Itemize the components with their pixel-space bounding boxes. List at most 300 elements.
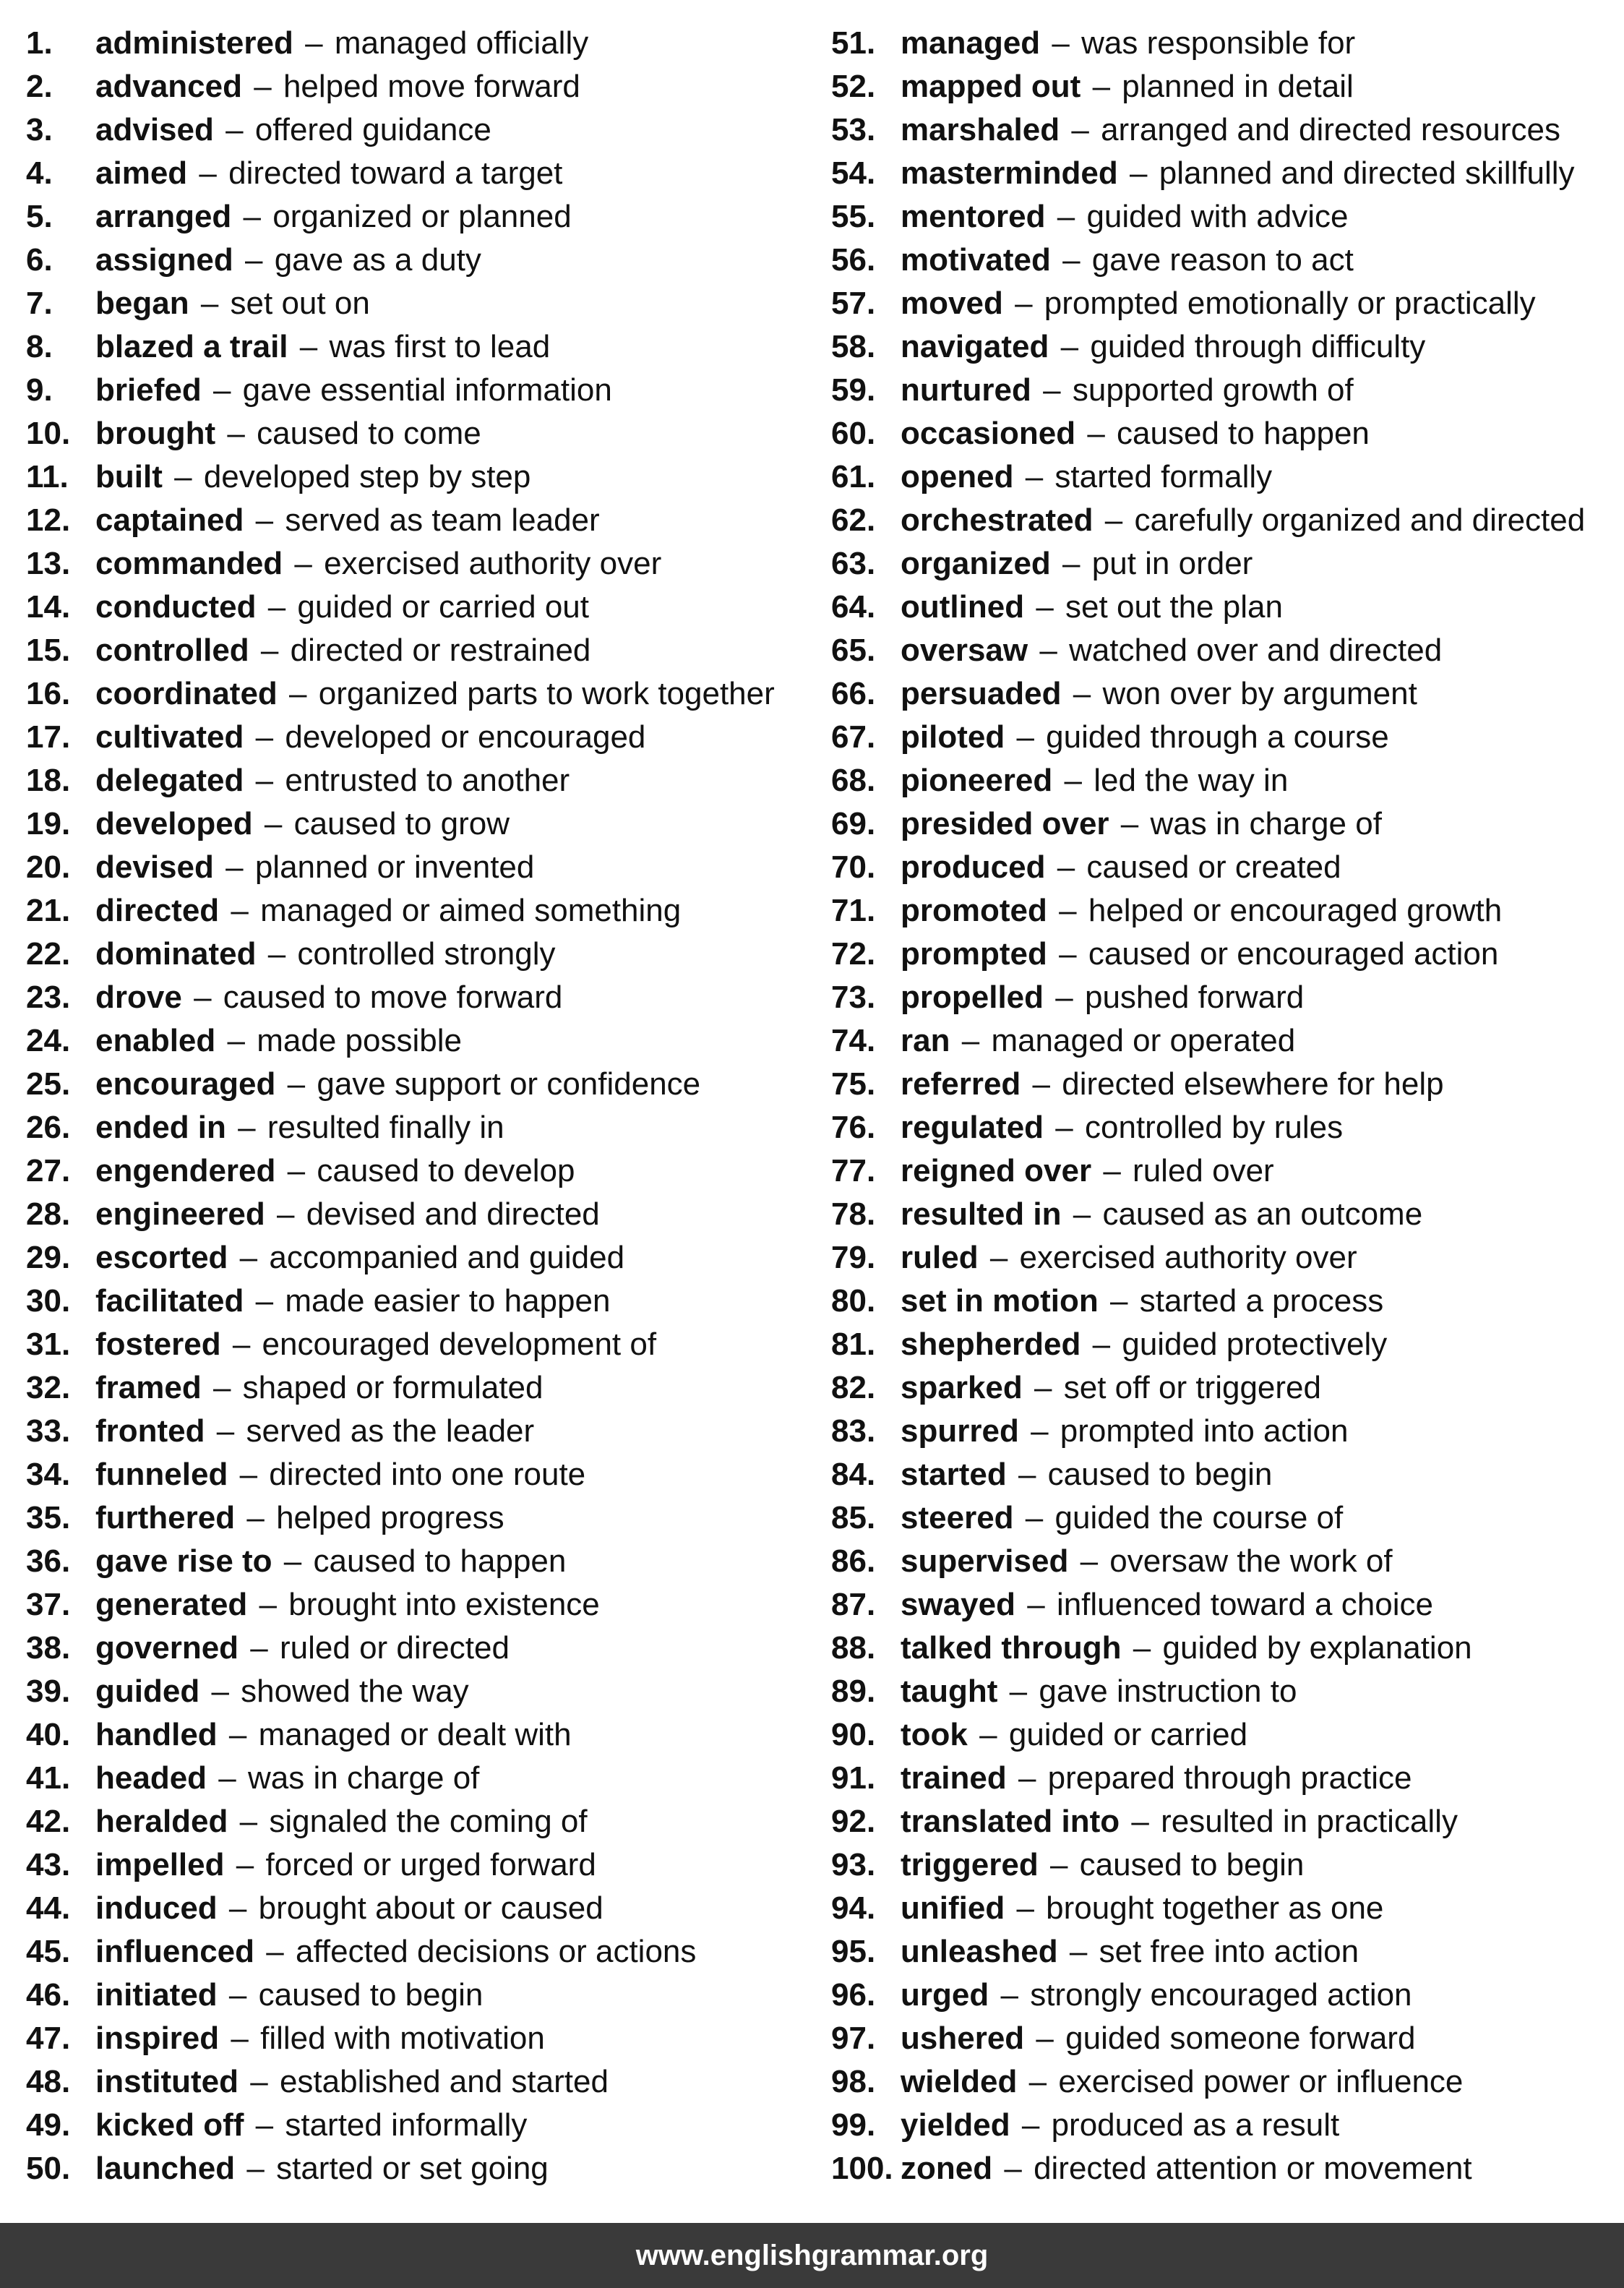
entry-term: nurtured [901, 372, 1031, 408]
entry-number: 89. [831, 1674, 876, 1709]
entry-definition: organized parts to work together [318, 676, 775, 711]
entry-term: inspired [95, 2021, 220, 2056]
entry-number: 90. [831, 1717, 876, 1752]
entry-separator: – [246, 2151, 265, 2186]
entry-definition: caused to begin [258, 1977, 484, 2013]
entry-separator: – [287, 1153, 306, 1188]
entry-separator: – [1004, 2151, 1022, 2186]
entry-number: 80. [831, 1283, 876, 1319]
list-item [26, 152, 814, 195]
list-item [26, 586, 814, 629]
entry-definition: showed the way [241, 1674, 469, 1709]
entry-term: motivated [901, 242, 1051, 278]
entry-definition: planned or invented [254, 849, 535, 885]
list-item [26, 108, 814, 152]
entry-term: talked through [901, 1630, 1122, 1666]
entry-separator: – [1043, 372, 1061, 408]
entry-definition: was responsible for [1081, 25, 1356, 61]
entry-number: 45. [26, 1934, 71, 1969]
entry-term: taught [901, 1674, 998, 1709]
entry-number: 69. [831, 806, 876, 841]
list-item [831, 1713, 1619, 1757]
entry-definition: devised and directed [306, 1196, 600, 1232]
entry-number: 36. [26, 1543, 71, 1579]
list-item [26, 2017, 814, 2060]
entry-number: 19. [26, 806, 71, 841]
entry-number: 18. [26, 763, 71, 798]
entry-term: encouraged [95, 1066, 276, 1102]
entry-definition: was in charge of [248, 1760, 480, 1796]
entry-definition: arranged and directed resources [1101, 112, 1560, 147]
list-item [26, 1496, 814, 1540]
entry-separator: – [1130, 155, 1148, 191]
entry-number: 93. [831, 1847, 876, 1882]
word-list-left [26, 22, 814, 2190]
list-item [831, 1496, 1619, 1540]
entry-term: orchestrated [901, 502, 1094, 538]
entry-term: influenced [95, 1934, 255, 1969]
entry-term: regulated [901, 1110, 1044, 1145]
list-item [831, 2104, 1619, 2147]
entry-separator: – [1073, 676, 1091, 711]
entry-term: took [901, 1717, 968, 1752]
entry-term: assigned [95, 242, 233, 278]
list-item [26, 672, 814, 716]
list-item [26, 1193, 814, 1236]
entry-term: captained [95, 502, 244, 538]
entry-definition: filled with motivation [260, 2021, 545, 2056]
list-item [26, 325, 814, 369]
entry-number: 29. [26, 1240, 71, 1275]
entry-definition: guided through a course [1046, 719, 1389, 755]
list-item [26, 282, 814, 325]
entry-definition: exercised power or influence [1058, 2064, 1464, 2099]
entry-definition: developed step by step [203, 459, 531, 494]
entry-definition: set out the plan [1065, 589, 1283, 625]
entry-definition: helped or encouraged growth [1088, 893, 1503, 928]
entry-definition: supported growth of [1072, 372, 1354, 408]
entry-number: 95. [831, 1934, 876, 1969]
entry-separator: – [1062, 546, 1080, 581]
entry-separator: – [250, 1630, 268, 1666]
entry-term: shepherded [901, 1327, 1081, 1362]
list-item [831, 499, 1619, 542]
entry-separator: – [231, 2021, 249, 2056]
entry-term: guided [95, 1674, 200, 1709]
entry-term: sparked [901, 1370, 1023, 1405]
entry-term: outlined [901, 589, 1025, 625]
entry-separator: – [1069, 1934, 1088, 1969]
entry-separator: – [1036, 2021, 1054, 2056]
entry-term: began [95, 286, 189, 321]
list-item [831, 1323, 1619, 1366]
entry-definition: was in charge of [1150, 806, 1382, 841]
list-item [26, 1149, 814, 1193]
entry-term: reigned over [901, 1153, 1092, 1188]
entry-definition: guided or carried [1008, 1717, 1248, 1752]
entry-separator: – [243, 199, 262, 234]
entry-definition: exercised authority over [1019, 1240, 1357, 1275]
entry-separator: – [1059, 893, 1077, 928]
entry-separator: – [232, 1327, 251, 1362]
entry-definition: made possible [257, 1023, 462, 1058]
entry-definition: caused as an outcome [1102, 1196, 1423, 1232]
entry-definition: was first to lead [329, 329, 551, 364]
entry-term: delegated [95, 763, 244, 798]
list-item [831, 108, 1619, 152]
entry-separator: – [194, 980, 212, 1015]
word-list-right [831, 22, 1619, 2190]
entry-number: 4. [26, 155, 53, 191]
entry-definition: pushed forward [1084, 980, 1305, 1015]
entry-term: mapped out [901, 69, 1081, 104]
entry-separator: – [1016, 719, 1034, 755]
entry-separator: – [264, 806, 283, 841]
entry-definition: guided with advice [1086, 199, 1349, 234]
entry-definition: ruled over [1133, 1153, 1274, 1188]
entry-term: presided over [901, 806, 1109, 841]
entry-separator: – [250, 2064, 268, 2099]
entry-definition: controlled by rules [1085, 1110, 1344, 1145]
entry-definition: managed or dealt with [258, 1717, 572, 1752]
entry-term: furthered [95, 1500, 236, 1535]
entry-separator: – [255, 2107, 274, 2143]
entry-number: 14. [26, 589, 71, 625]
list-item [831, 716, 1619, 759]
entry-term: escorted [95, 1240, 228, 1275]
list-item [831, 1583, 1619, 1627]
entry-number: 100. [831, 2151, 893, 2186]
entry-term: wielded [901, 2064, 1018, 2099]
entry-separator: – [989, 1240, 1008, 1275]
entry-term: started [901, 1457, 1007, 1492]
entry-separator: – [1059, 936, 1077, 972]
entry-separator: – [1131, 1804, 1149, 1839]
entry-term: produced [901, 849, 1046, 885]
entry-separator: – [1018, 1760, 1036, 1796]
entry-definition: ruled or directed [280, 1630, 510, 1666]
entry-number: 2. [26, 69, 53, 104]
entry-separator: – [225, 849, 244, 885]
entry-term: triggered [901, 1847, 1039, 1882]
list-item [26, 1366, 814, 1410]
entry-separator: – [294, 546, 312, 581]
entry-number: 56. [831, 242, 876, 278]
entry-term: headed [95, 1760, 207, 1796]
entry-term: ruled [901, 1240, 979, 1275]
entry-number: 82. [831, 1370, 876, 1405]
list-item [831, 1106, 1619, 1149]
entry-definition: strongly encouraged action [1030, 1977, 1412, 2013]
entry-number: 5. [26, 199, 53, 234]
entry-separator: – [244, 242, 263, 278]
entry-definition: set off or triggered [1063, 1370, 1321, 1405]
entry-number: 35. [26, 1500, 71, 1535]
entry-definition: served as the leader [246, 1413, 535, 1449]
entry-number: 99. [831, 2107, 876, 2143]
entry-number: 72. [831, 936, 876, 972]
entry-definition: set free into action [1099, 1934, 1359, 1969]
entry-number: 13. [26, 546, 71, 581]
list-item [831, 1540, 1619, 1583]
entry-number: 65. [831, 633, 876, 668]
list-item [26, 2104, 814, 2147]
entry-definition: guided through difficulty [1090, 329, 1426, 364]
list-item [831, 586, 1619, 629]
entry-separator: – [305, 25, 323, 61]
entry-number: 50. [26, 2151, 71, 2186]
entry-term: swayed [901, 1587, 1015, 1622]
entry-term: governed [95, 1630, 239, 1666]
entry-term: brought [95, 416, 216, 451]
entry-number: 60. [831, 416, 876, 451]
entry-number: 68. [831, 763, 876, 798]
entry-number: 62. [831, 502, 876, 538]
list-item [26, 1583, 814, 1627]
entry-number: 49. [26, 2107, 71, 2143]
entry-term: oversaw [901, 633, 1028, 668]
entry-term: blazed a trail [95, 329, 288, 364]
list-item [26, 369, 814, 412]
entry-term: administered [95, 25, 293, 61]
entry-separator: – [267, 936, 286, 972]
entry-term: facilitated [95, 1283, 244, 1319]
entry-number: 17. [26, 719, 71, 755]
entry-separator: – [1120, 806, 1139, 841]
entry-term: dominated [95, 936, 257, 972]
entry-definition: helped move forward [283, 69, 580, 104]
list-item [831, 369, 1619, 412]
entry-number: 98. [831, 2064, 876, 2099]
entry-number: 21. [26, 893, 71, 928]
entry-separator: – [239, 1804, 258, 1839]
entry-number: 10. [26, 416, 71, 451]
list-item [831, 629, 1619, 672]
list-item [26, 1843, 814, 1887]
list-item [831, 1149, 1619, 1193]
entry-definition: prompted into action [1060, 1413, 1349, 1449]
entry-separator: – [299, 329, 318, 364]
entry-term: instituted [95, 2064, 239, 2099]
entry-definition: planned in detail [1122, 69, 1354, 104]
list-item [26, 2060, 814, 2104]
entry-separator: – [236, 1847, 254, 1882]
list-item [26, 1757, 814, 1800]
entry-term: pioneered [901, 763, 1053, 798]
entry-separator: – [1031, 1413, 1049, 1449]
list-item [831, 2060, 1619, 2104]
entry-separator: – [1055, 980, 1073, 1015]
entry-definition: caused or created [1086, 849, 1341, 885]
entry-definition: exercised authority over [324, 546, 662, 581]
list-item [26, 1930, 814, 1974]
entry-number: 11. [26, 459, 69, 494]
entry-term: funneled [95, 1457, 228, 1492]
entry-term: prompted [901, 936, 1047, 972]
entry-definition: forced or urged forward [265, 1847, 596, 1882]
entry-separator: – [228, 1977, 247, 2013]
entry-number: 91. [831, 1760, 876, 1796]
list-item [831, 846, 1619, 889]
entry-term: resulted in [901, 1196, 1062, 1232]
entry-separator: – [1034, 1370, 1052, 1405]
list-item [831, 455, 1619, 499]
entry-number: 20. [26, 849, 71, 885]
entry-separator: – [211, 1674, 229, 1709]
entry-term: set in motion [901, 1283, 1099, 1319]
entry-term: commanded [95, 546, 283, 581]
entry-separator: – [239, 1240, 258, 1275]
entry-number: 85. [831, 1500, 876, 1535]
list-item [26, 1280, 814, 1323]
entry-definition: started or set going [276, 2151, 549, 2186]
entry-term: conducted [95, 589, 257, 625]
entry-separator: – [1018, 1457, 1036, 1492]
entry-definition: accompanied and guided [269, 1240, 625, 1275]
entry-separator: – [1009, 1674, 1028, 1709]
list-item [831, 239, 1619, 282]
entry-definition: brought about or caused [258, 1890, 603, 1926]
list-item [26, 1410, 814, 1453]
list-item [831, 976, 1619, 1019]
entry-number: 57. [831, 286, 876, 321]
list-item [26, 1627, 814, 1670]
entry-number: 38. [26, 1630, 71, 1666]
entry-term: drove [95, 980, 182, 1015]
entry-separator: – [1057, 199, 1075, 234]
entry-definition: oversaw the work of [1109, 1543, 1393, 1579]
entry-definition: prompted emotionally or practically [1044, 286, 1536, 321]
list-item [831, 1800, 1619, 1843]
entry-term: cultivated [95, 719, 244, 755]
entry-separator: – [1133, 1630, 1151, 1666]
list-item [26, 629, 814, 672]
entry-definition: helped progress [276, 1500, 504, 1535]
entry-number: 7. [26, 286, 53, 321]
list-item [831, 1019, 1619, 1063]
entry-definition: led the way in [1094, 763, 1289, 798]
entry-definition: started a process [1139, 1283, 1384, 1319]
entry-separator: – [1057, 849, 1075, 885]
entry-term: coordinated [95, 676, 278, 711]
list-item [831, 1930, 1619, 1974]
list-item [831, 1843, 1619, 1887]
entry-term: unified [901, 1890, 1005, 1926]
list-item [26, 542, 814, 586]
entry-definition: made easier to happen [285, 1283, 611, 1319]
list-item [26, 933, 814, 976]
list-item [26, 22, 814, 65]
list-item [831, 152, 1619, 195]
list-item [831, 282, 1619, 325]
entry-definition: entrusted to another [285, 763, 570, 798]
entry-separator: – [1015, 286, 1033, 321]
entry-number: 41. [26, 1760, 71, 1796]
list-item [831, 2017, 1619, 2060]
entry-term: urged [901, 1977, 989, 2013]
list-item [831, 672, 1619, 716]
entry-number: 47. [26, 2021, 71, 2056]
entry-number: 70. [831, 849, 876, 885]
list-item [26, 1800, 814, 1843]
entry-definition: caused to move forward [223, 980, 563, 1015]
entry-term: handled [95, 1717, 218, 1752]
entry-number: 43. [26, 1847, 71, 1882]
entry-term: initiated [95, 1977, 218, 2013]
entry-separator: – [228, 1717, 247, 1752]
entry-term: spurred [901, 1413, 1019, 1449]
entry-term: mentored [901, 199, 1046, 234]
entry-number: 54. [831, 155, 876, 191]
entry-definition: directed toward a target [228, 155, 563, 191]
entry-number: 28. [26, 1196, 71, 1232]
list-item [831, 1366, 1619, 1410]
entry-number: 92. [831, 1804, 876, 1839]
entry-separator: – [1025, 1500, 1044, 1535]
entry-separator: – [289, 676, 307, 711]
entry-number: 26. [26, 1110, 71, 1145]
entry-separator: – [246, 1500, 265, 1535]
entry-separator: – [239, 1457, 258, 1492]
entry-separator: – [1060, 329, 1079, 364]
entry-separator: – [979, 1717, 997, 1752]
entry-number: 97. [831, 2021, 876, 2056]
entry-definition: resulted finally in [267, 1110, 504, 1145]
list-item [26, 716, 814, 759]
entry-term: generated [95, 1587, 248, 1622]
entry-separator: – [1110, 1283, 1128, 1319]
entry-term: marshaled [901, 112, 1060, 147]
entry-definition: caused or encouraged action [1088, 936, 1499, 972]
entry-separator: – [287, 1066, 306, 1102]
list-item [26, 1713, 814, 1757]
entry-term: supervised [901, 1543, 1069, 1579]
entry-definition: directed into one route [269, 1457, 586, 1492]
entry-definition: affected decisions or actions [295, 1934, 697, 1969]
list-item [26, 1106, 814, 1149]
entry-definition: produced as a result [1051, 2107, 1340, 2143]
entry-definition: guided protectively [1122, 1327, 1388, 1362]
entry-definition: established and started [279, 2064, 609, 2099]
entry-term: referred [901, 1066, 1021, 1102]
list-item [831, 1236, 1619, 1280]
entry-separator: – [199, 155, 217, 191]
list-item [831, 1280, 1619, 1323]
entry-number: 6. [26, 242, 53, 278]
entry-number: 86. [831, 1543, 876, 1579]
entry-separator: – [231, 893, 249, 928]
list-item [26, 455, 814, 499]
list-item [26, 65, 814, 108]
list-item [831, 1670, 1619, 1713]
entry-number: 76. [831, 1110, 876, 1145]
entry-separator: – [1036, 589, 1054, 625]
entry-definition: resulted in practically [1161, 1804, 1458, 1839]
list-item [831, 1063, 1619, 1106]
entry-number: 1. [26, 25, 53, 61]
entry-separator: – [228, 1890, 247, 1926]
entry-number: 66. [831, 676, 876, 711]
list-item [831, 1757, 1619, 1800]
entry-separator: – [255, 719, 274, 755]
entry-definition: signaled the coming of [269, 1804, 588, 1839]
entry-separator: – [255, 763, 274, 798]
entry-definition: organized or planned [272, 199, 572, 234]
list-item [831, 195, 1619, 239]
entry-separator: – [283, 1543, 302, 1579]
list-item [26, 1236, 814, 1280]
entry-number: 61. [831, 459, 876, 494]
